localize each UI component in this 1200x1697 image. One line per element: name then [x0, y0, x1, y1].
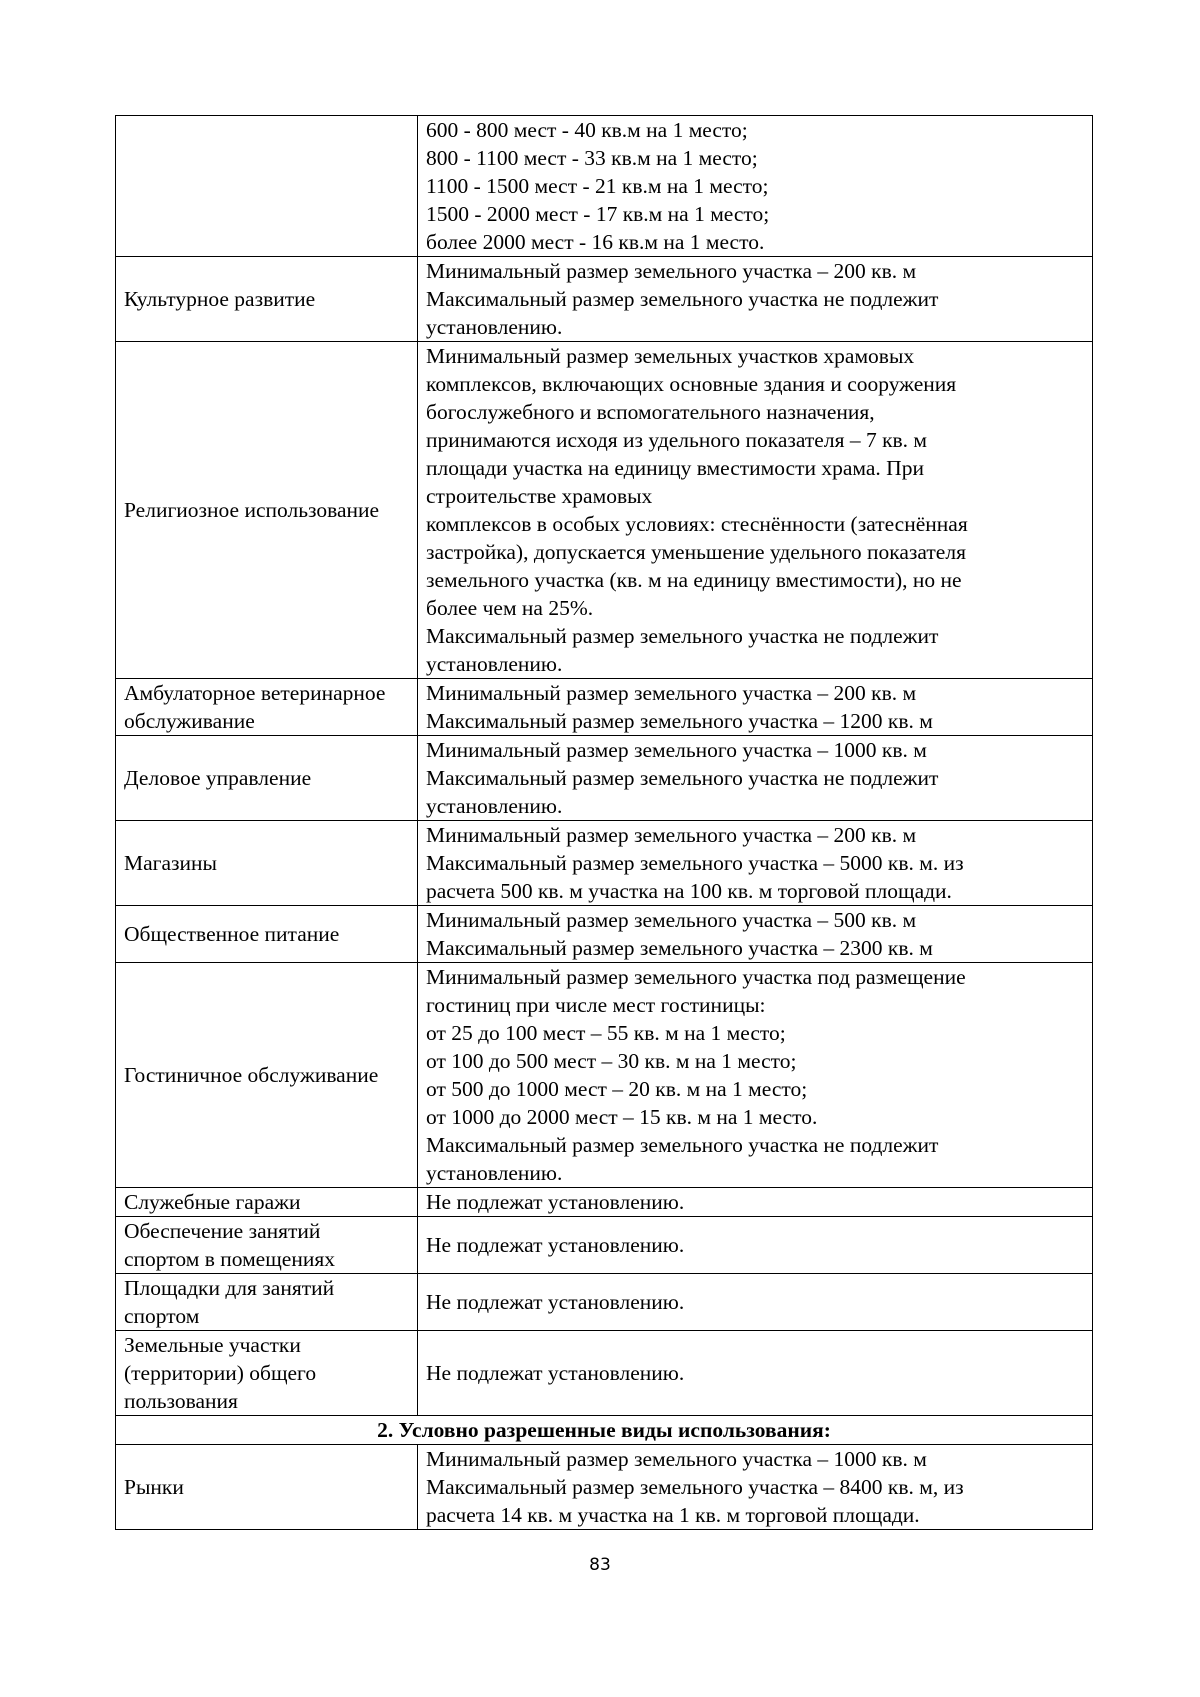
params-cell [418, 342, 1093, 679]
param-line: Минимальный размер земельного участка – 200 кв. м [426, 823, 917, 847]
table-row [116, 736, 1093, 821]
params-cell [418, 1217, 1093, 1274]
param-line: Не подлежат установлению. [426, 1361, 685, 1385]
param-line: более чем на 25%. [426, 596, 594, 620]
param-line: 600 - 800 мест - 40 кв.м на 1 место; [426, 118, 748, 142]
table-row [116, 1188, 1093, 1217]
param-line: Минимальный размер земельного участка – 1000 кв. м [426, 1447, 927, 1471]
params-cell [418, 1274, 1093, 1331]
param-line: земельного участка (кв. м на единицу вместимости), но не [426, 568, 962, 592]
table-row [116, 906, 1093, 963]
section-heading-row [116, 1416, 1093, 1445]
use-type-cell [116, 1217, 418, 1274]
use-type-label: Культурное развитие [124, 287, 316, 311]
page-number: 83 [589, 1555, 611, 1575]
use-type-cell [116, 257, 418, 342]
param-line: застройка), допускается уменьшение удельного показателя [426, 540, 966, 564]
param-line: расчета 500 кв. м участка на 100 кв. м торговой площади. [426, 879, 952, 903]
use-type-label: спортом в помещениях [124, 1247, 335, 1271]
param-line: комплексов в особых условиях: стеснённости (затеснённая [426, 512, 968, 536]
param-line: Минимальный размер земельного участка под размещение [426, 965, 966, 989]
params-cell [418, 1331, 1093, 1416]
param-line: Минимальный размер земельных участков храмовых [426, 344, 915, 368]
use-type-label: Земельные участки [124, 1333, 301, 1357]
table-row [116, 821, 1093, 906]
param-line: более 2000 мест - 16 кв.м на 1 место. [426, 230, 765, 254]
table-row [116, 116, 1093, 257]
use-type-label: Обеспечение занятий [124, 1219, 321, 1243]
table-row [116, 1274, 1093, 1331]
use-type-cell [116, 342, 418, 679]
use-type-cell [116, 821, 418, 906]
use-type-label: Служебные гаражи [124, 1190, 301, 1214]
param-line: Не подлежат установлению. [426, 1190, 685, 1214]
use-type-cell [116, 963, 418, 1188]
table-row [116, 342, 1093, 679]
param-line: от 1000 до 2000 мест – 15 кв. м на 1 место. [426, 1105, 818, 1129]
param-line: Максимальный размер земельного участка не подлежит [426, 1133, 939, 1157]
use-type-label: Площадки для занятий [124, 1276, 335, 1300]
use-type-label: пользования [124, 1389, 238, 1413]
param-line: от 25 до 100 мест – 55 кв. м на 1 место; [426, 1021, 786, 1045]
param-line: Максимальный размер земельного участка не подлежит [426, 766, 939, 790]
use-type-cell [116, 736, 418, 821]
params-cell [418, 1188, 1093, 1217]
use-type-label: Религиозное использование [124, 498, 380, 522]
land-use-table [115, 115, 1093, 1530]
param-line: Минимальный размер земельного участка – 1000 кв. м [426, 738, 927, 762]
param-line: установлению. [426, 652, 563, 676]
param-line: 1500 - 2000 мест - 17 кв.м на 1 место; [426, 202, 770, 226]
use-type-label: Гостиничное обслуживание [124, 1063, 379, 1087]
param-line: расчета 14 кв. м участка на 1 кв. м торговой площади. [426, 1503, 920, 1527]
param-line: Максимальный размер земельного участка – 2300 кв. м [426, 936, 933, 960]
use-type-cell [116, 1445, 418, 1530]
params-cell [418, 1445, 1093, 1530]
param-line: Максимальный размер земельного участка не подлежит [426, 287, 939, 311]
params-cell [418, 963, 1093, 1188]
table-row [116, 1331, 1093, 1416]
param-line: установлению. [426, 1161, 563, 1185]
params-cell [418, 116, 1093, 257]
use-type-cell [116, 116, 418, 257]
params-cell [418, 679, 1093, 736]
param-line: от 500 до 1000 мест – 20 кв. м на 1 место; [426, 1077, 808, 1101]
param-line: установлению. [426, 315, 563, 339]
use-type-cell [116, 1188, 418, 1217]
param-line: гостиниц при числе мест гостиницы: [426, 993, 766, 1017]
params-cell [418, 906, 1093, 963]
param-line: Максимальный размер земельного участка – 8400 кв. м, из [426, 1475, 964, 1499]
param-line: Максимальный размер земельного участка – 5000 кв. м. из [426, 851, 964, 875]
use-type-label: (территории) общего [124, 1361, 317, 1385]
param-line: Не подлежат установлению. [426, 1290, 685, 1314]
table-row [116, 1445, 1093, 1530]
param-line: богослужебного и вспомогательного назначения, [426, 400, 875, 424]
param-line: строительстве храмовых [426, 484, 653, 508]
section-heading: 2. Условно разрешенные виды использования: [116, 1416, 1093, 1445]
use-type-cell [116, 679, 418, 736]
table-row [116, 257, 1093, 342]
param-line: принимаются исходя из удельного показателя – 7 кв. м [426, 428, 928, 452]
param-line: Максимальный размер земельного участка – 1200 кв. м [426, 709, 933, 733]
param-line: установлению. [426, 794, 563, 818]
use-type-label: Магазины [124, 851, 217, 875]
use-type-label: спортом [124, 1304, 200, 1328]
param-line: 1100 - 1500 мест - 21 кв.м на 1 место; [426, 174, 769, 198]
use-type-label: обслуживание [124, 709, 255, 733]
use-type-label: Общественное питание [124, 922, 340, 946]
param-line: Минимальный размер земельного участка – 200 кв. м [426, 259, 917, 283]
param-line: Не подлежат установлению. [426, 1233, 685, 1257]
param-line: комплексов, включающих основные здания и сооружения [426, 372, 957, 396]
use-type-label: Амбулаторное ветеринарное [124, 681, 386, 705]
param-line: Максимальный размер земельного участка не подлежит [426, 624, 939, 648]
param-line: Минимальный размер земельного участка – 200 кв. м [426, 681, 917, 705]
use-type-cell [116, 1274, 418, 1331]
param-line: Минимальный размер земельного участка – 500 кв. м [426, 908, 917, 932]
table-row [116, 1217, 1093, 1274]
use-type-cell [116, 906, 418, 963]
params-cell [418, 821, 1093, 906]
use-type-label: Деловое управление [124, 766, 312, 790]
param-line: от 100 до 500 мест – 30 кв. м на 1 место; [426, 1049, 797, 1073]
use-type-label: Рынки [124, 1475, 184, 1499]
table-row [116, 963, 1093, 1188]
use-type-cell [116, 1331, 418, 1416]
params-cell [418, 736, 1093, 821]
params-cell [418, 257, 1093, 342]
param-line: площади участка на единицу вместимости храма. При [426, 456, 924, 480]
table-row [116, 679, 1093, 736]
param-line: 800 - 1100 мест - 33 кв.м на 1 место; [426, 146, 758, 170]
